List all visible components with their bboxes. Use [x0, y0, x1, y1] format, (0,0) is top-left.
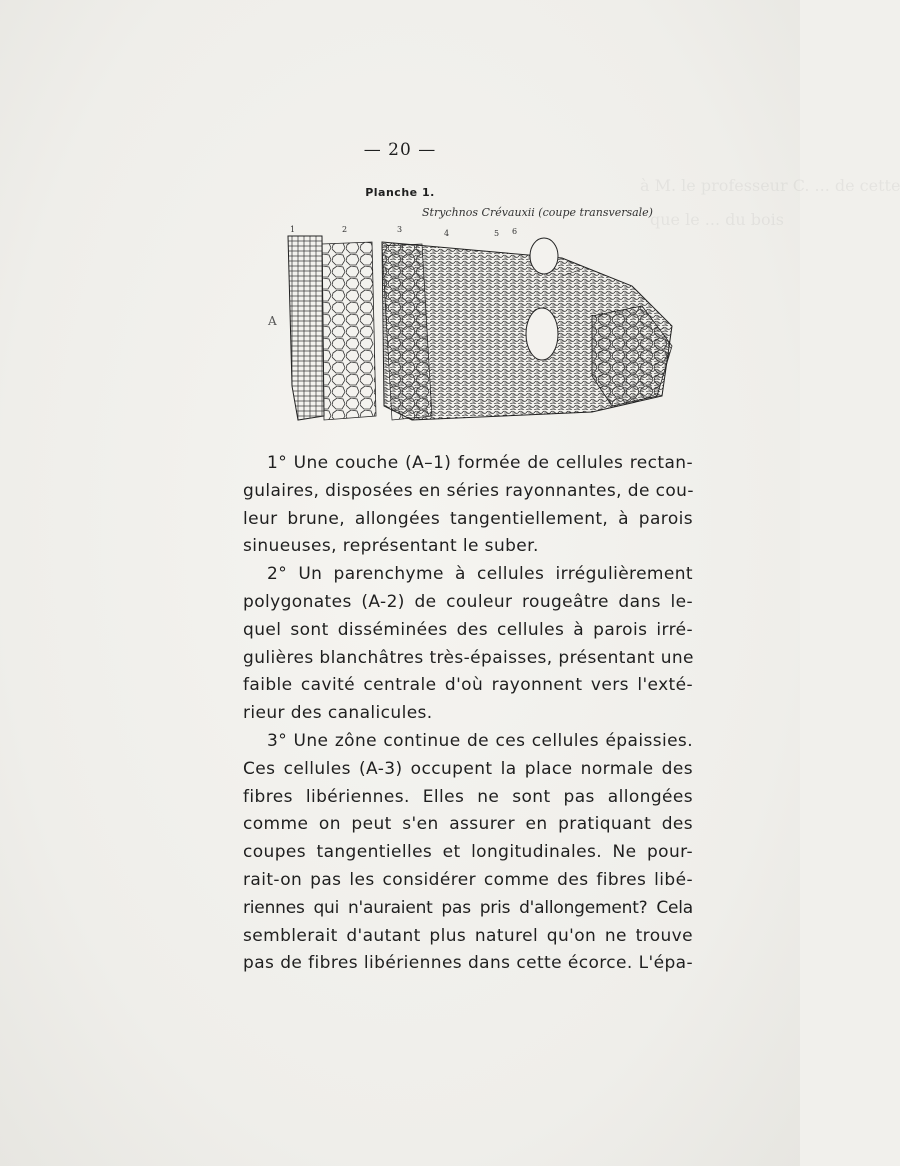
text-line: pas de fibres libériennes dans cette écorce. L'épa- [243, 953, 693, 974]
text-line: coupes tangentielles et longitudinales. Ne pour- [243, 842, 693, 863]
figure-number-1: 1 [290, 225, 296, 234]
text-line: quel sont disséminées des cellules à parois irré- [243, 619, 693, 640]
text-line: semblerait d'autant plus naturel qu'on ne trouve [243, 925, 693, 946]
text-line: 1° Une couche (A–1) formée de cellules rectan- [267, 453, 693, 473]
text-line: 3° Une zône continue de ces cellules épaissies. [267, 730, 693, 751]
figure-letter: A [268, 314, 277, 328]
text-line: gulières blanchâtres très-épaisses, présentant une [243, 647, 694, 668]
text-line: riennes qui n'auraient pas pris d'allongement? Cela [243, 897, 693, 918]
figure-number-3: 3 [397, 225, 403, 234]
figure-caption: Strychnos Crévauxii (coupe transversale) [422, 206, 653, 219]
text-line: rieur des canalicules. [243, 703, 433, 724]
text-line: 2° Un parenchyme à cellules irrégulièrement [267, 564, 693, 585]
text-line: rait-on pas les considérer comme des fibres libé- [243, 869, 693, 890]
bleed-through-text: que le ... du bois [650, 210, 784, 229]
botanical-illustration [262, 206, 682, 438]
page-number: — 20 — [363, 140, 437, 160]
text-line: sinueuses, représentant le suber. [243, 536, 539, 557]
body-text [243, 450, 693, 978]
text-line: Ces cellules (A-3) occupent la place normale des [243, 758, 693, 779]
text-line: gulaires, disposées en séries rayonnantes, de cou- [243, 480, 694, 501]
plate-title: Planche 1. [365, 186, 435, 199]
figure-number-4: 4 [444, 229, 450, 238]
figure-number-6: 6 [512, 227, 518, 236]
text-line: polygonates (A-2) de couleur rougeâtre dans le- [243, 591, 693, 612]
figure-number-5: 5 [494, 229, 500, 238]
bleed-through-text: à M. le professeur C. ... de cette [640, 176, 900, 195]
text-line: comme on peut s'en assurer en pratiquant des [243, 814, 693, 835]
text-line: faible cavité centrale d'où rayonnent vers l'exté- [243, 675, 693, 696]
text-line: leur brune, allongées tangentiellement, à parois [243, 508, 693, 529]
text-line: fibres libériennes. Elles ne sont pas allongées [243, 786, 693, 807]
bark-cross-section-drawing [262, 206, 682, 438]
figure-number-2: 2 [342, 225, 348, 234]
